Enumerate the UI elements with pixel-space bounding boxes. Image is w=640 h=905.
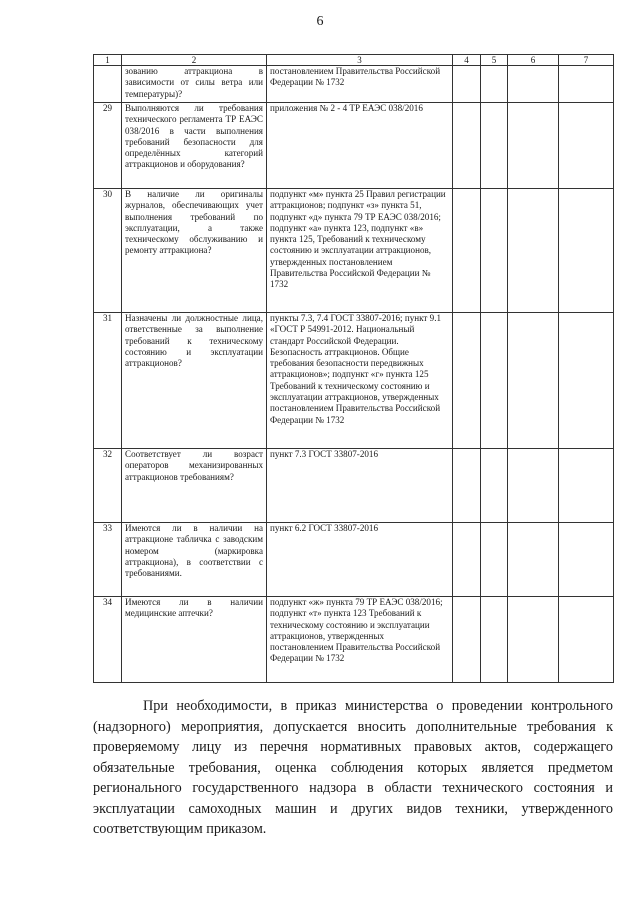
row-number: 32 — [94, 449, 122, 523]
empty-cell — [508, 597, 559, 683]
column-header: 5 — [481, 55, 508, 66]
table-row — [94, 66, 614, 103]
empty-cell — [508, 103, 559, 189]
table-row — [94, 523, 614, 597]
empty-cell — [481, 66, 508, 103]
column-header: 6 — [508, 55, 559, 66]
column-header: 4 — [453, 55, 481, 66]
table-row — [94, 449, 614, 523]
row-reference: приложения № 2 - 4 ТР ЕАЭС 038/2016 — [267, 103, 453, 189]
empty-cell — [453, 313, 481, 449]
row-reference: пункт 6.2 ГОСТ 33807-2016 — [267, 523, 453, 597]
column-header: 1 — [94, 55, 122, 66]
table-header-row — [94, 55, 614, 66]
empty-cell — [559, 189, 614, 313]
footer-paragraph: При необходимости, в приказ министерства о проведении контрольного (надзорного) мероприятия, допускается вносить дополнительные требования к проверяемому лицу из перечня нормативных правовых актов, содержащего обязательные требования, оценка соблюдения которых является предметом регионального государственного надзора в области технического состояния и эксплуатации самоходных машин и других видов техники, утвержденного соответствующим приказом. — [93, 698, 613, 838]
table-row — [94, 597, 614, 683]
empty-cell — [508, 189, 559, 313]
row-question: Имеются ли в наличии на аттракционе табличка с заводским номером (маркировка аттракциона), в соответствии с требованиями. — [122, 523, 267, 597]
empty-cell — [508, 449, 559, 523]
row-reference: подпункт «ж» пункта 79 ТР ЕАЭС 038/2016; подпункт «т» пункта 123 Требований к техническому состоянию и эксплуатации аттракционов, утвержденных постановлением Правительства Российской Федерации № 1732 — [267, 597, 453, 683]
empty-cell — [559, 313, 614, 449]
empty-cell — [481, 523, 508, 597]
empty-cell — [559, 66, 614, 103]
empty-cell — [453, 597, 481, 683]
row-question: Назначены ли должностные лица, ответственные за выполнение требований к техническому состоянию и эксплуатации аттракционов? — [122, 313, 267, 449]
empty-cell — [481, 103, 508, 189]
row-reference: пункты 7.3, 7.4 ГОСТ 33807-2016; пункт 9.1 «ГОСТ Р 54991-2012. Национальный стандарт Российской Федерации. Безопасность аттракционов. Общие требования безопасности передвижных аттракционов»; подпункт «г» пункта 125 Требований к техническому состоянию и эксплуатации аттракционов, утвержденных постановлением Правительства Российской Федерации № 1732 — [267, 313, 453, 449]
checklist-table — [93, 54, 614, 683]
table-row — [94, 103, 614, 189]
table-row — [94, 189, 614, 313]
empty-cell — [559, 449, 614, 523]
row-number: 30 — [94, 189, 122, 313]
row-question: зованию аттракциона в зависимости от силы ветра или температуры)? — [122, 66, 267, 103]
row-number: 33 — [94, 523, 122, 597]
row-reference: пункт 7.3 ГОСТ 33807-2016 — [267, 449, 453, 523]
empty-cell — [559, 523, 614, 597]
row-number — [94, 66, 122, 103]
empty-cell — [508, 313, 559, 449]
page-number: 6 — [316, 14, 324, 29]
row-number: 29 — [94, 103, 122, 189]
table-row — [94, 313, 614, 449]
empty-cell — [453, 523, 481, 597]
empty-cell — [453, 103, 481, 189]
row-number: 31 — [94, 313, 122, 449]
column-header: 3 — [267, 55, 453, 66]
column-header: 7 — [559, 55, 614, 66]
empty-cell — [508, 523, 559, 597]
empty-cell — [453, 449, 481, 523]
empty-cell — [481, 313, 508, 449]
column-header: 2 — [122, 55, 267, 66]
row-question: Выполняются ли требования технического регламента ТР ЕАЭС 038/2016 в части выполнения требований безопасности для определённых категорий аттракционов и оборудования? — [122, 103, 267, 189]
row-question: Соответствует ли возраст операторов механизированных аттракционов требованиям? — [122, 449, 267, 523]
empty-cell — [453, 189, 481, 313]
row-question: Имеются ли в наличии медицинские аптечки? — [122, 597, 267, 683]
empty-cell — [481, 597, 508, 683]
empty-cell — [508, 66, 559, 103]
row-question: В наличие ли оригиналы журналов, обеспечивающих учет выполнения требований по эксплуатации, а также техническому обслуживанию и ремонту аттракциона? — [122, 189, 267, 313]
empty-cell — [453, 66, 481, 103]
empty-cell — [481, 449, 508, 523]
row-reference: подпункт «м» пункта 25 Правил регистрации аттракционов; подпункт «з» пункта 51, подпункт «д» пункта 79 ТР ЕАЭС 038/2016; подпункт «а» пункта 123, подпункт «в» пункта 125, Требований к техническому состоянию и эксплуатации аттракционов, утвержденных постановлением Правительства Российской Федерации № 1732 — [267, 189, 453, 313]
empty-cell — [559, 597, 614, 683]
empty-cell — [481, 189, 508, 313]
row-reference: постановлением Правительства Российской Федерации № 1732 — [267, 66, 453, 103]
empty-cell — [559, 103, 614, 189]
row-number: 34 — [94, 597, 122, 683]
